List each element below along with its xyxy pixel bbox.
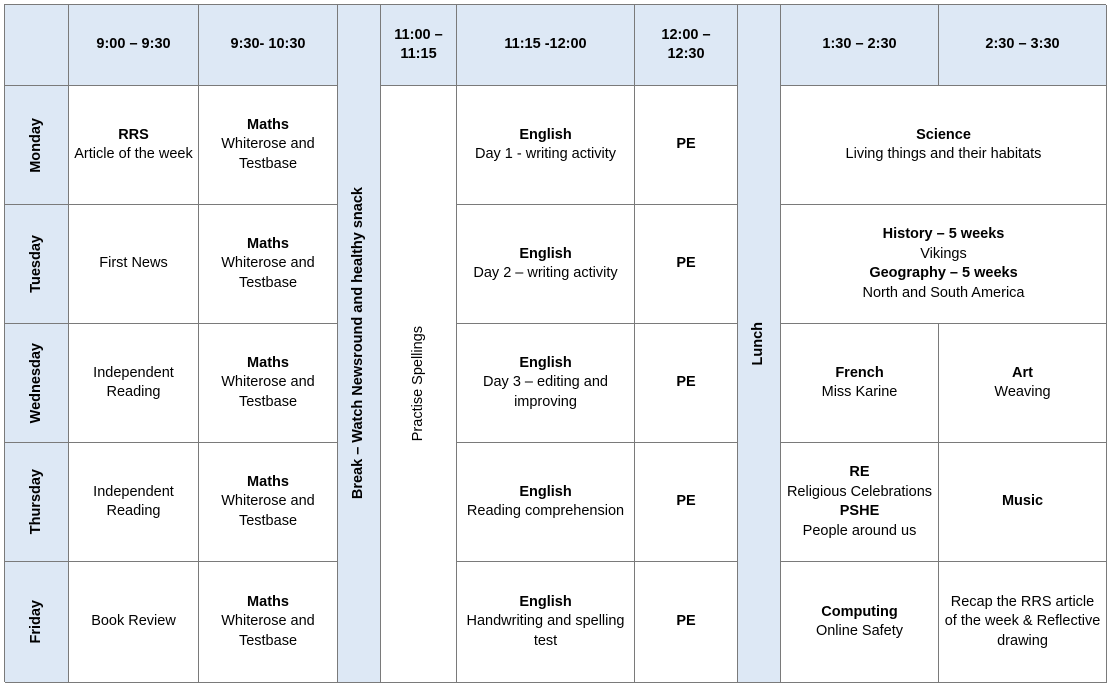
day-cell-thursday [5,443,69,562]
lesson-cell [457,324,635,443]
lesson-cell [939,324,1107,443]
lesson-cell [199,205,338,324]
lesson-title: Geography – 5 weeks [869,265,1018,281]
time-header: 12:00 – 12:30 [635,5,738,86]
lesson-title: English [519,593,572,610]
lesson-title: English [519,245,572,262]
lesson-text: Weaving [994,384,1051,400]
lesson-text: Day 3 – editing and improving [483,374,608,410]
lesson-title: PSHE [839,503,880,519]
lesson-title: RE [849,464,870,480]
lesson-title: French [835,364,884,381]
lesson-cell [781,86,1107,205]
lesson-cell [939,562,1107,683]
lesson-title: Maths [247,354,289,371]
lesson-cell [939,443,1107,562]
lesson-title: Maths [247,235,289,252]
day-label: Wednesday [27,342,44,424]
day-label: Friday [27,600,44,644]
day-label: Monday [27,117,44,173]
lesson-title: RRS [118,126,149,143]
lesson-title: Art [1012,364,1033,381]
lesson-cell [69,443,199,562]
lesson-cell [199,562,338,683]
day-cell-monday [5,86,69,205]
spellings-label: Practise Spellings [409,326,426,442]
break-column [338,5,381,683]
break-label: Break – Watch Newsround and healthy snack [350,187,367,500]
lesson-title: Science [916,126,971,143]
lesson-cell [457,205,635,324]
lesson-title: English [519,354,572,371]
lesson-text: Whiterose and Testbase [221,493,315,529]
lesson-cell [69,205,199,324]
lesson-cell [199,443,338,562]
pe-cell: PE [635,562,738,683]
spellings-column [381,86,457,683]
lesson-cell [69,562,199,683]
lesson-title: English [519,126,572,143]
time-header: 9:00 – 9:30 [69,5,199,86]
day-cell-friday [5,562,69,683]
lesson-text: Whiterose and Testbase [221,613,315,649]
lesson-text: Whiterose and Testbase [221,136,315,172]
pe-cell: PE [635,205,738,324]
lesson-title: Maths [247,116,289,133]
lesson-cell [457,443,635,562]
lesson-text: Article of the week [74,146,193,162]
lesson-cell [781,562,939,683]
timetable [4,4,1106,682]
time-header: 11:00 – 11:15 [381,5,457,86]
lesson-cell [69,86,199,205]
time-header: 2:30 – 3:30 [939,5,1107,86]
lesson-text: Day 2 – writing activity [473,265,618,281]
lesson-text: Vikings [920,245,967,262]
lesson-cell [781,324,939,443]
lesson-title: Music [1001,493,1044,510]
lesson-text: Living things and their habitats [845,146,1042,162]
lesson-text: Whiterose and Testbase [221,374,315,410]
corner-cell [5,5,69,86]
lesson-cell [199,86,338,205]
lesson-text: Day 1 - writing activity [474,146,616,162]
lesson-text: People around us [802,522,917,539]
lesson-text: Book Review [91,613,176,630]
lesson-text: Miss Karine [821,384,898,400]
lesson-title: History – 5 weeks [882,226,1005,242]
lesson-text: Independent Reading [93,364,174,400]
lesson-title: Computing [821,603,898,620]
lesson-text: Recap the RRS article of the week & Reflective drawing [944,593,1101,649]
time-header: 11:15 -12:00 [457,5,635,86]
lesson-title: English [519,483,572,500]
lesson-cell [781,443,939,562]
lesson-cell [457,86,635,205]
pe-cell: PE [635,324,738,443]
lesson-cell [199,324,338,443]
day-label: Tuesday [27,235,44,293]
lesson-text: North and South America [862,284,1025,301]
lesson-text: First News [99,255,168,272]
pe-cell: PE [635,443,738,562]
time-header: 1:30 – 2:30 [781,5,939,86]
day-label: Thursday [27,469,44,535]
lunch-label: Lunch [750,321,767,366]
lesson-text: Religious Celebrations [786,483,933,500]
lesson-cell [457,562,635,683]
lesson-text: Reading comprehension [466,503,625,519]
pe-cell: PE [635,86,738,205]
lesson-text: Independent Reading [93,483,174,519]
lesson-text: Whiterose and Testbase [221,255,315,291]
time-header: 9:30- 10:30 [199,5,338,86]
lesson-text: Handwriting and spelling test [466,613,625,649]
lesson-title: Maths [247,473,289,490]
lesson-cell [781,205,1107,324]
lesson-text: Online Safety [815,623,904,639]
day-cell-tuesday [5,205,69,324]
day-cell-wednesday [5,324,69,443]
lunch-column [738,5,781,683]
lesson-cell [69,324,199,443]
lesson-title: Maths [247,593,289,610]
